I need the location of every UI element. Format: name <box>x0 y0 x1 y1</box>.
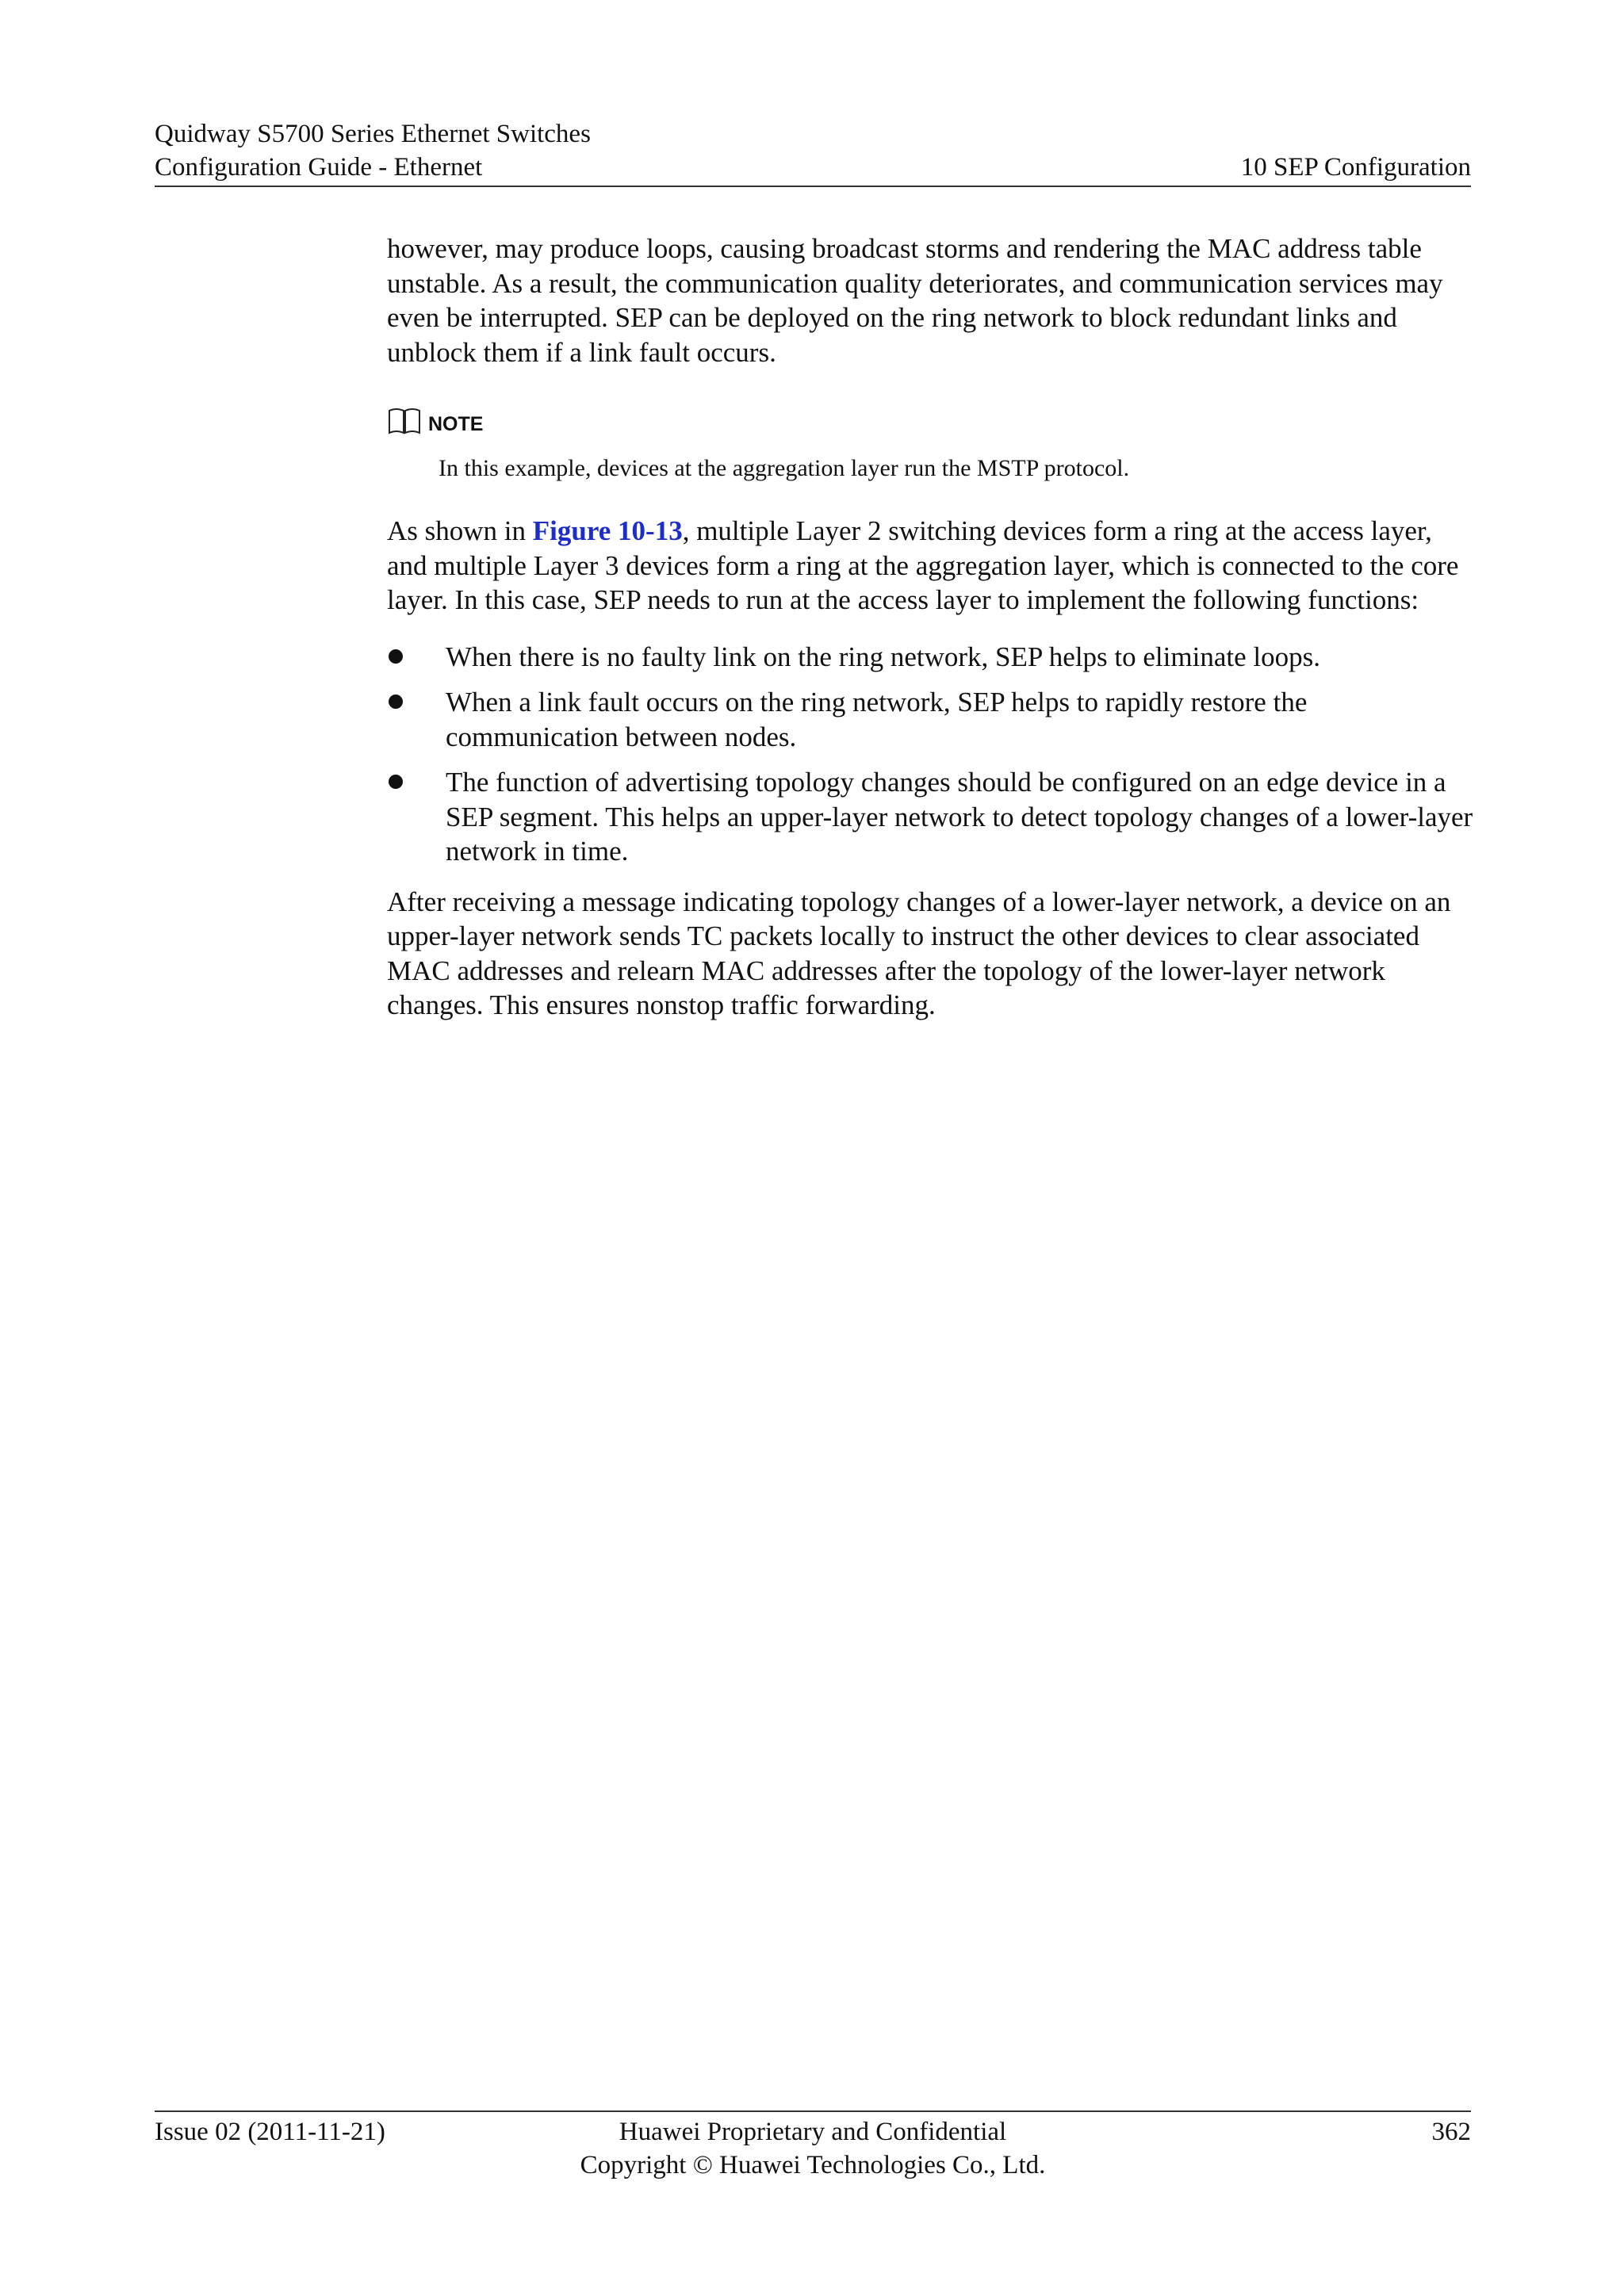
list-item-text: When there is no faulty link on the ring network, SEP helps to eliminate loops. <box>446 641 1320 672</box>
figure-reference-paragraph <box>387 514 1473 618</box>
footer-page-number: 362 <box>1431 2118 1471 2146</box>
book-icon <box>387 407 422 435</box>
intro-paragraph: however, may produce loops, causing broadcast storms and rendering the MAC address table unstable. As a result, the communication quality deteriorates, and communication services may even be interrupted. SEP can be deployed on the ring network to block redundant links and unblock them if a link fault occurs. <box>387 233 1443 368</box>
header-guide-title: Configuration Guide - Ethernet <box>155 153 483 182</box>
paragraph-text-before-link: As shown in <box>387 515 533 546</box>
header-product-title: Quidway S5700 Series Ethernet Switches <box>155 120 591 148</box>
footer-center <box>155 2115 1471 2182</box>
page-footer <box>155 2110 1471 2183</box>
function-bullet-list <box>387 640 1473 869</box>
list-item <box>387 685 1473 754</box>
footer-confidential: Huawei Proprietary and Confidential <box>619 2118 1007 2146</box>
note-header <box>387 406 483 436</box>
note-box <box>387 406 1473 480</box>
footer-copyright: Copyright © Huawei Technologies Co., Ltd. <box>580 2151 1046 2179</box>
closing-paragraph: After receiving a message indicating topology changes of a lower-layer network, a device on an upper-layer network sends TC packets locally to instruct the other devices to clear associated MAC addresses and relearn MAC addresses after the topology of the lower-layer network changes. This ensures nonstop traffic forwarding. <box>387 886 1451 1020</box>
list-item-text: The function of advertising topology changes should be configured on an edge device in a SEP segment. This helps an upper-layer network to detect topology changes of a lower-layer network in time. <box>446 767 1473 867</box>
paragraph-text-after-link: , multiple Layer 2 switching devices form a ring at the access layer, and multiple Layer 3 devices form a ring at the aggregation layer, which is connected to the core layer. In this case, SEP needs to run at the access layer to implement the following functions: <box>387 515 1459 615</box>
bullet-icon <box>389 649 403 664</box>
footer-issue: Issue 02 (2011-11-21) <box>155 2118 385 2146</box>
note-text: In this example, devices at the aggregation layer run the MSTP protocol. <box>439 455 1130 481</box>
main-content <box>387 232 1473 1023</box>
list-item <box>387 765 1473 869</box>
figure-10-13-link[interactable]: Figure 10-13 <box>532 515 683 546</box>
bullet-icon <box>389 695 403 709</box>
page-header <box>155 117 1471 187</box>
note-label: NOTE <box>428 412 484 435</box>
list-item-text: When a link fault occurs on the ring network, SEP helps to rapidly restore the communication between nodes. <box>446 687 1308 752</box>
header-chapter-title: 10 SEP Configuration <box>1240 153 1471 182</box>
list-item <box>387 640 1473 675</box>
bullet-icon <box>389 775 403 789</box>
